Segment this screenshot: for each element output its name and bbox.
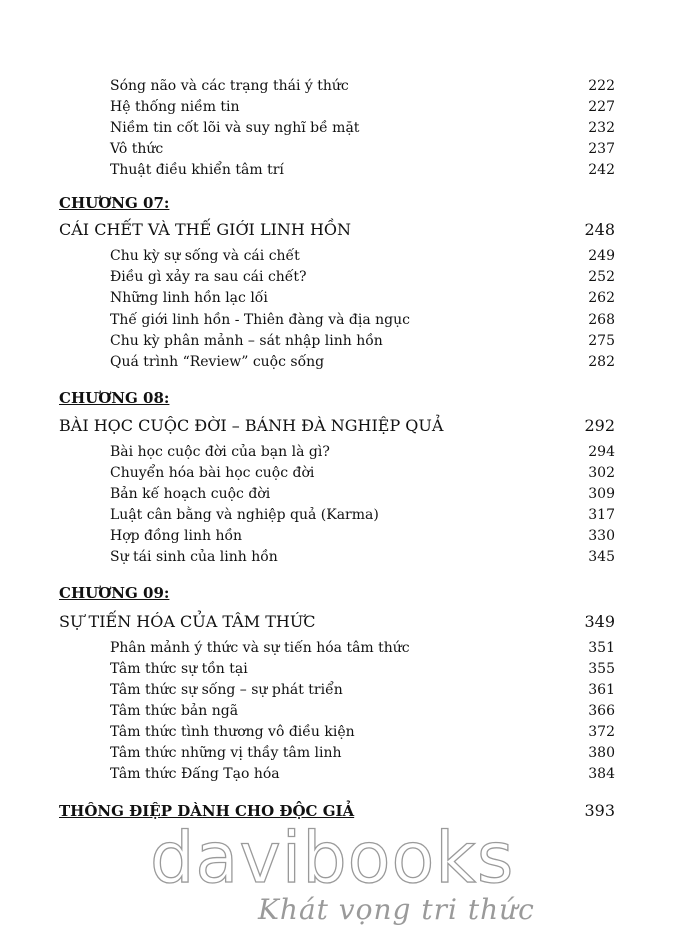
toc-entry-title: Bản kế hoạch cuộc đời xyxy=(110,486,271,502)
toc-entry xyxy=(110,267,615,287)
toc-entry-title: Niềm tin cốt lõi và suy nghĩ bề mặt xyxy=(110,120,360,136)
toc-entry-page: 366 xyxy=(588,703,615,719)
toc-entry-page: 317 xyxy=(588,507,615,523)
toc-entry xyxy=(110,659,615,679)
chapter-page: 349 xyxy=(584,612,615,631)
chapter-heading xyxy=(59,611,615,633)
toc-entry-title: Phân mảnh ý thức và sự tiến hóa tâm thức xyxy=(110,640,410,656)
final-section-page: 393 xyxy=(584,801,615,820)
toc-entry-page: 222 xyxy=(588,78,615,94)
chapter-label: CHƯƠNG 07: xyxy=(59,194,170,212)
final-section-title: THÔNG ĐIỆP DÀNH CHO ĐỘC GIẢ xyxy=(59,802,355,820)
toc-entry xyxy=(110,484,615,504)
chapter-page: 292 xyxy=(584,416,615,435)
toc-entry xyxy=(110,97,615,117)
toc-entry-title: Những linh hồn lạc lối xyxy=(110,290,268,306)
toc-entry xyxy=(110,352,615,372)
toc-entry-page: 275 xyxy=(588,333,615,349)
toc-entry-page: 372 xyxy=(588,724,615,740)
toc-entry-page: 249 xyxy=(588,248,615,264)
toc-entry xyxy=(110,463,615,483)
toc-entry-title: Thuật điều khiển tâm trí xyxy=(110,162,284,178)
toc-entry-page: 252 xyxy=(588,269,615,285)
toc-entry xyxy=(110,764,615,784)
toc-entry-title: Tâm thức Đấng Tạo hóa xyxy=(110,766,280,782)
toc-entry-page: 309 xyxy=(588,486,615,502)
toc-entry-page: 262 xyxy=(588,290,615,306)
toc-entry xyxy=(110,288,615,308)
toc-entry-page: 237 xyxy=(588,141,615,157)
toc-entry-page: 355 xyxy=(588,661,615,677)
chapter-title: CÁI CHẾT VÀ THẾ GIỚI LINH HỒN xyxy=(59,220,352,239)
toc-entry-page: 232 xyxy=(588,120,615,136)
toc-entry-title: Tâm thức bản ngã xyxy=(110,703,239,719)
toc-entry xyxy=(110,118,615,138)
toc-entry-page: 345 xyxy=(588,549,615,565)
toc-entry xyxy=(110,547,615,567)
toc-entry-title: Sự tái sinh của linh hồn xyxy=(110,549,278,565)
toc-entry-title: Tâm thức sự tồn tại xyxy=(110,661,248,677)
toc-entry xyxy=(110,442,615,462)
toc-entry-title: Chu kỳ sự sống và cái chết xyxy=(110,248,300,264)
toc-entry-page: 242 xyxy=(588,162,615,178)
watermark-logo: davibooks xyxy=(150,817,515,899)
toc-entry-title: Bài học cuộc đời của bạn là gì? xyxy=(110,444,330,460)
toc-entry-page: 294 xyxy=(588,444,615,460)
toc-entry xyxy=(110,76,615,96)
toc-entry-title: Điều gì xảy ra sau cái chết? xyxy=(110,269,307,285)
toc-entry-title: Sóng não và các trạng thái ý thức xyxy=(110,78,349,94)
chapter-label: CHƯƠNG 08: xyxy=(59,389,170,407)
toc-entry-page: 302 xyxy=(588,465,615,481)
toc-entry xyxy=(110,722,615,742)
toc-entry-page: 351 xyxy=(588,640,615,656)
toc-entry xyxy=(110,310,615,330)
chapter-title: SỰ TIẾN HÓA CỦA TÂM THỨC xyxy=(59,612,316,631)
watermark-tagline: Khát vọng tri thức xyxy=(258,893,535,926)
toc-entry xyxy=(110,139,615,159)
chapter-title: BÀI HỌC CUỘC ĐỜI – BÁNH ĐÀ NGHIỆP QUẢ xyxy=(59,416,444,435)
toc-entry-title: Quá trình “Review” cuộc sống xyxy=(110,354,325,370)
toc-entry-page: 268 xyxy=(588,312,615,328)
toc-entry xyxy=(110,526,615,546)
toc-entry-page: 330 xyxy=(588,528,615,544)
toc-entry-page: 227 xyxy=(588,99,615,115)
toc-entry xyxy=(110,505,615,525)
toc-entry xyxy=(110,701,615,721)
toc-entry-title: Chuyển hóa bài học cuộc đời xyxy=(110,465,315,481)
toc-entry-title: Chu kỳ phân mảnh – sát nhập linh hồn xyxy=(110,333,383,349)
toc-entry-page: 361 xyxy=(588,682,615,698)
toc-entry xyxy=(110,331,615,351)
chapter-heading xyxy=(59,219,615,241)
toc-entry-title: Hợp đồng linh hồn xyxy=(110,528,243,544)
toc-entry-title: Vô thức xyxy=(110,141,164,157)
toc-entry-page: 384 xyxy=(588,766,615,782)
chapter-label: CHƯƠNG 09: xyxy=(59,584,170,602)
toc-entry-title: Hệ thống niềm tin xyxy=(110,99,240,115)
toc-entry xyxy=(110,680,615,700)
toc-entry-title: Luật cân bằng và nghiệp quả (Karma) xyxy=(110,507,379,523)
chapter-page: 248 xyxy=(584,220,615,239)
toc-entry xyxy=(110,638,615,658)
toc-entry-title: Tâm thức những vị thầy tâm linh xyxy=(110,745,342,761)
toc-entry xyxy=(110,160,615,180)
toc-entry-title: Tâm thức sự sống – sự phát triển xyxy=(110,682,343,698)
toc-entry-page: 282 xyxy=(588,354,615,370)
chapter-heading xyxy=(59,415,615,437)
toc-entry-title: Tâm thức tình thương vô điều kiện xyxy=(110,724,355,740)
toc-entry-title: Thế giới linh hồn - Thiên đàng và địa ngục xyxy=(110,312,410,328)
toc-entry-page: 380 xyxy=(588,745,615,761)
toc-entry xyxy=(110,743,615,763)
toc-entry xyxy=(110,246,615,266)
